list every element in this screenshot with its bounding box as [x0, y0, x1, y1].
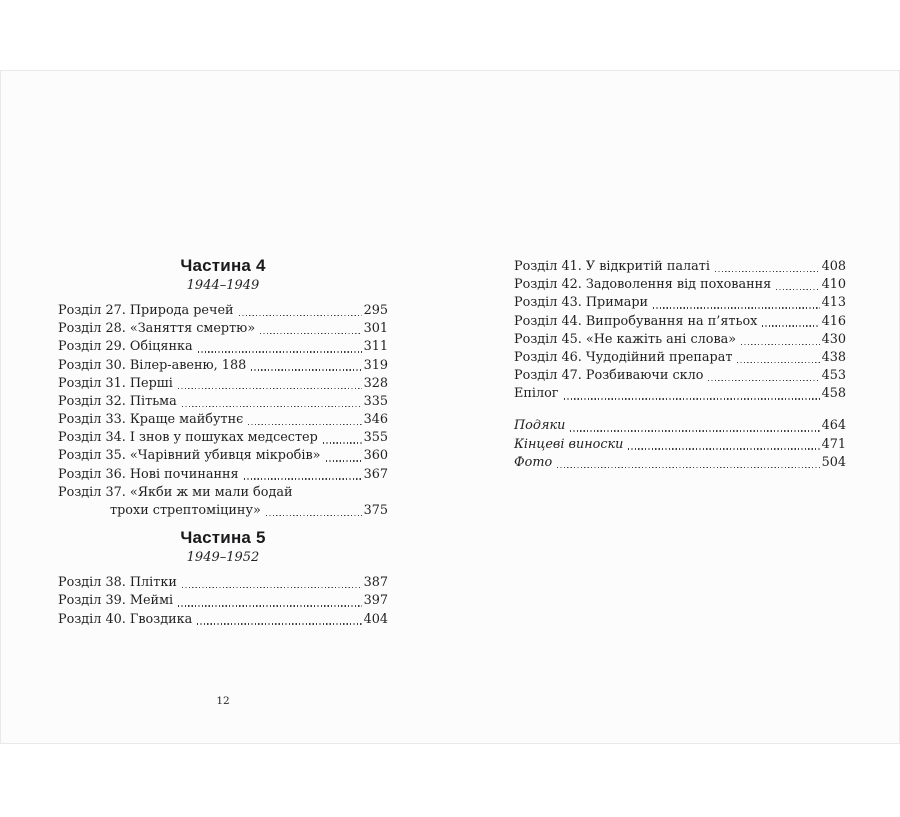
toc-entry-page: 355 — [363, 430, 388, 446]
dot-leader — [653, 307, 819, 308]
part4-heading-block — [58, 256, 388, 294]
toc-entry-label: Розділ 35. «Чарівний убивця мікробів» — [58, 448, 321, 464]
toc-entry — [514, 294, 846, 312]
book-page — [0, 70, 900, 744]
toc-entry — [514, 349, 846, 367]
dot-leader — [239, 315, 362, 316]
toc-entry-epilogue — [514, 385, 846, 403]
toc-entry-label: Розділ 43. Примари — [514, 295, 649, 311]
dot-leader — [323, 442, 362, 443]
toc-entry-page: 413 — [821, 295, 846, 311]
toc-entry — [58, 338, 388, 356]
dot-leader — [248, 424, 361, 425]
dot-leader — [182, 406, 362, 407]
toc-entry-page: 328 — [363, 375, 388, 391]
toc-entry-label: Розділ 30. Вілер-авеню, 188 — [58, 357, 247, 373]
backmatter-entry — [514, 436, 846, 454]
toc-entry-label: Епілог — [514, 386, 559, 402]
toc-entry-page: 504 — [821, 454, 846, 470]
dot-leader — [251, 369, 361, 370]
dot-leader — [178, 605, 361, 606]
toc-entry — [58, 448, 388, 466]
toc-entry — [58, 302, 388, 320]
toc-column-right — [514, 258, 846, 472]
part5-title: Частина 5 — [180, 528, 266, 548]
toc-entry-page: 319 — [363, 357, 388, 373]
backmatter-entry — [514, 418, 846, 436]
dot-leader — [715, 271, 820, 272]
toc-entry-label: Розділ 31. Перші — [58, 375, 173, 391]
toc-entry-wrapped-continuation — [58, 502, 388, 520]
toc-entry-label: Розділ 45. «Не кажіть ані слова» — [514, 331, 737, 347]
toc-entry-label: Розділ 47. Розбиваючи скло — [514, 368, 704, 384]
dot-leader — [741, 344, 819, 345]
toc-entry-label: Розділ 28. «Заняття смертю» — [58, 321, 256, 337]
toc-entry-page: 397 — [363, 593, 388, 609]
toc-entry-page: 311 — [363, 339, 388, 355]
part5-heading-block — [58, 528, 388, 566]
toc-entry-page: 404 — [363, 611, 388, 627]
toc-entry-page: 438 — [821, 349, 846, 365]
toc-column-left — [58, 256, 388, 629]
toc-entry-page: 430 — [821, 331, 846, 347]
toc-entry-label: Подяки — [514, 418, 566, 434]
dot-leader — [628, 448, 819, 449]
toc-entry-page: 410 — [821, 277, 846, 293]
dot-leader — [557, 467, 819, 468]
toc-entry-page: 408 — [821, 258, 846, 274]
part4-entries — [58, 302, 388, 520]
part4-years: 1944–1949 — [186, 278, 260, 293]
toc-entry-page: 367 — [363, 466, 388, 482]
toc-entry-page: 471 — [821, 436, 846, 452]
dot-leader — [244, 478, 362, 479]
dot-leader — [762, 325, 819, 326]
dot-leader — [326, 460, 362, 461]
dot-leader — [564, 398, 820, 399]
toc-entry-label: Розділ 34. І знов у пошуках медсестер — [58, 430, 318, 446]
toc-entry-page: 375 — [363, 503, 388, 519]
dot-leader — [737, 362, 819, 363]
toc-entry-label: Розділ 41. У відкритій палаті — [514, 258, 710, 274]
toc-entry-label: Розділ 44. Випробування на п’ятьох — [514, 313, 758, 329]
toc-entry-page: 458 — [821, 386, 846, 402]
toc-entry — [58, 320, 388, 338]
dot-leader — [776, 289, 819, 290]
toc-entry — [58, 611, 388, 629]
toc-entry — [58, 393, 388, 411]
dot-leader — [570, 430, 819, 431]
toc-entry-label: Розділ 39. Меймі — [58, 593, 174, 609]
toc-entry — [514, 276, 846, 294]
toc-entry-label: Розділ 40. Гвоздика — [58, 611, 193, 627]
toc-entry-label: Розділ 38. Плітки — [58, 575, 177, 591]
toc-entry — [58, 357, 388, 375]
dot-leader — [198, 351, 362, 352]
right-entries — [514, 258, 846, 404]
toc-entry — [58, 466, 388, 484]
toc-entry-page: 464 — [821, 418, 846, 434]
dot-leader — [708, 380, 819, 381]
part5-entries — [58, 574, 388, 629]
toc-entry-label: Розділ 27. Природа речей — [58, 302, 234, 318]
toc-entry-label: Розділ 36. Нові починання — [58, 466, 239, 482]
toc-entry-page: 360 — [363, 448, 388, 464]
toc-entry-page: 335 — [363, 393, 388, 409]
toc-entry — [58, 574, 388, 592]
toc-entry-wrapped — [58, 484, 388, 502]
toc-entry-page: 453 — [821, 368, 846, 384]
toc-entry — [58, 429, 388, 447]
backmatter-entry — [514, 454, 846, 472]
toc-entry-label: Фото — [514, 454, 553, 470]
toc-entry — [514, 258, 846, 276]
toc-entry-label: Розділ 32. Пітьма — [58, 393, 177, 409]
toc-entry — [58, 375, 388, 393]
toc-entry-label: Розділ 37. «Якби ж ми мали бодай — [58, 484, 293, 500]
toc-entry — [514, 313, 846, 331]
part4-title: Частина 4 — [180, 256, 266, 275]
toc-entry — [514, 331, 846, 349]
toc-entry-page: 301 — [363, 321, 388, 337]
toc-entry — [58, 411, 388, 429]
toc-entry-page: 416 — [821, 313, 846, 329]
toc-entry-label: Розділ 33. Краще майбутнє — [58, 412, 244, 428]
toc-entry-label: трохи стрептоміцину» — [110, 503, 261, 519]
page-number: 12 — [216, 695, 230, 707]
toc-entry-page: 346 — [363, 412, 388, 428]
toc-entry-label: Розділ 46. Чудодійний препарат — [514, 349, 733, 365]
part5-years: 1949–1952 — [186, 550, 260, 566]
toc-entry — [58, 592, 388, 610]
toc-entry-label: Кінцеві виноски — [514, 436, 624, 452]
dot-leader — [182, 587, 362, 588]
dot-leader — [178, 388, 362, 389]
toc-entry-label: Розділ 42. Задоволення від поховання — [514, 277, 772, 293]
toc-entry-label: Розділ 29. Обіцянка — [58, 339, 193, 355]
dot-leader — [266, 515, 362, 516]
toc-entry — [514, 367, 846, 385]
backmatter-entries — [514, 418, 846, 473]
dot-leader — [197, 623, 361, 624]
toc-entry-page: 387 — [363, 575, 388, 591]
dot-leader — [260, 333, 361, 334]
toc-entry-page: 295 — [363, 302, 388, 318]
